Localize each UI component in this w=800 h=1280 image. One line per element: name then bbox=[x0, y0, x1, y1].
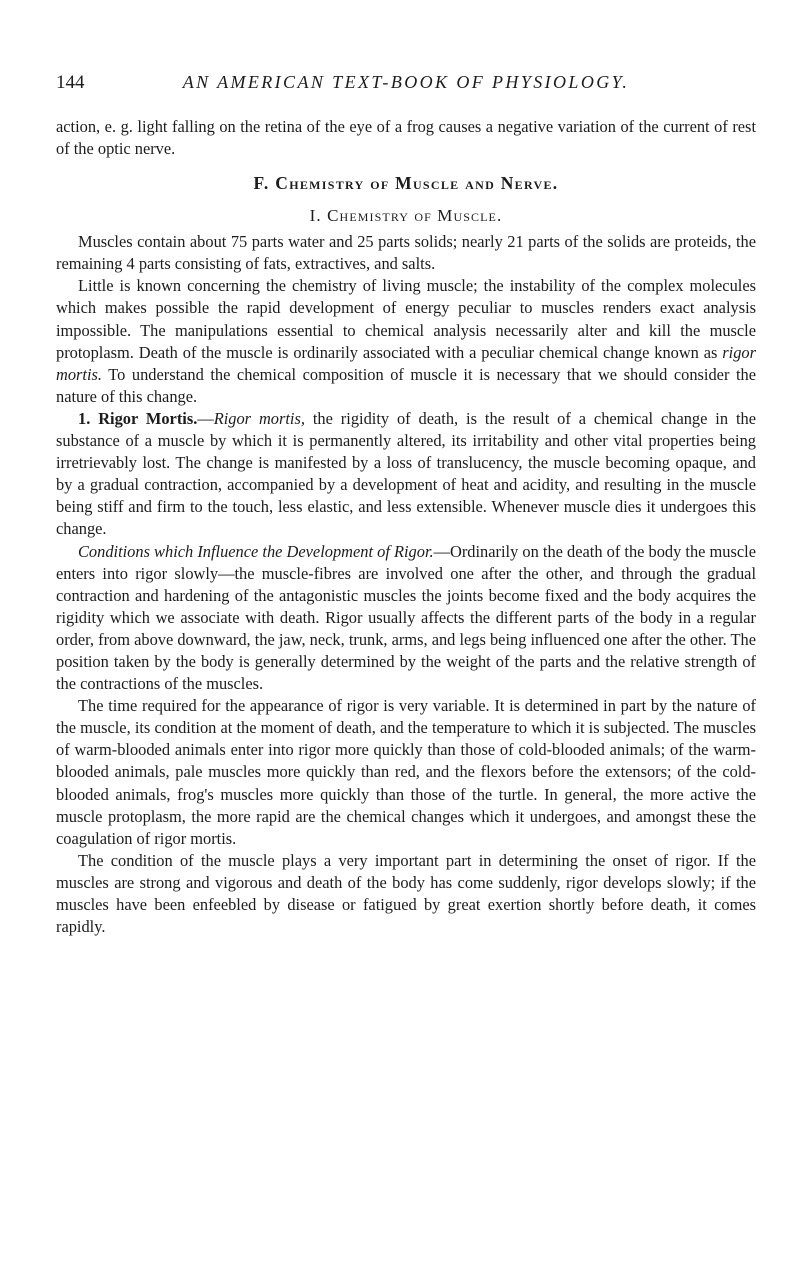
paragraph-muscle-condition: The condition of the muscle plays a very important part in determining the onset of rigor. If the muscles are strong and vigorous and death of the body has come suddenly, rigor develops slowly; if the muscles have been enfeebled by disease or fatigued by great exertion shortly before death, it comes rapidly. bbox=[56, 850, 756, 937]
page-number: 144 bbox=[56, 72, 85, 93]
em-dash: — bbox=[197, 408, 214, 428]
paragraph-heading: Conditions which Influence the Development of Rigor. bbox=[78, 541, 434, 561]
italic-term: rigor mortis. bbox=[56, 342, 756, 384]
running-title: AN AMERICAN TEXT-BOOK OF PHYSIOLOGY. bbox=[182, 72, 630, 92]
paragraph-text: Little is known concerning the chemistry of living muscle; the instability of the complex molecules which makes possible the rapid development of energy peculiar to muscles renders exact analysis impossible. The manipulations essential to chemical analysis necessarily alter and kill the muscle protoplasm. Death of the muscle is ordinarily associated with a peculiar chemical change known as bbox=[56, 276, 756, 362]
italic-term: Rigor mortis, bbox=[213, 408, 305, 428]
subsection-heading: I. Chemistry of Muscle. bbox=[309, 206, 503, 226]
paragraph-time-required: The time required for the appearance of rigor is very variable. It is determined in part by the nature of the muscle, its condition at the moment of death, and the temperature to which it is subjected. The muscles of warm-blooded animals enter into rigor more quickly than those of cold-blooded animals; of the warm-blooded animals, pale muscles more quickly than red, and the flexors before the extensors; of the cold-blooded animals, frog's muscles more quickly than those of the turtle. In general, the more active the muscle protoplasm, the more rapid are the chemical changes which it undergoes, and amongst these the coagulation of rigor mortis. bbox=[56, 696, 756, 848]
paragraph-conditions bbox=[56, 541, 756, 696]
paragraph-heading: 1. Rigor Mortis. bbox=[78, 408, 198, 428]
running-head bbox=[56, 72, 756, 102]
paragraph-composition: Muscles contain about 75 parts water and 25 parts solids; nearly 21 parts of the solids are proteids, the remaining 4 parts consisting of fats, extractives, and salts. bbox=[56, 232, 756, 274]
paragraph-text: To understand the chemical composition of muscle it is necessary that we should consider the nature of this change. bbox=[56, 364, 756, 406]
book-page bbox=[56, 72, 756, 938]
paragraph-chemistry-living-muscle bbox=[56, 275, 756, 408]
paragraph-text: —Ordinarily on the death of the body the muscle enters into rigor slowly—the muscle-fibres are involved one after the other, and through the gradual contraction and hardening of the antagonistic muscles the joints become fixed and the body acquires the rigidity which we associate with death. Rigor usually affects the different parts of the body in a regular order, from above downward, the jaw, neck, trunk, arms, and legs being influenced one after the other. The position taken by the body is generally determined by the weight of the parts and the relative strength of the contractions of the muscles. bbox=[56, 541, 756, 694]
paragraph-rigor-mortis bbox=[56, 408, 756, 541]
section-heading: F. Chemistry of Muscle and Nerve. bbox=[253, 173, 559, 194]
paragraph-text: the rigidity of death, is the result of a chemical change in the substance of a muscle by which it is permanently altered, its irritability and other vital properties being irretrievably lost. The change is manifested by a loss of translucency, the muscle becoming opaque, and by a gradual contraction, accompanied by a development of heat and acidity, and resulting in the muscle being stiff and firm to the touch, less elastic, and less extensible. Whenever muscle dies it undergoes this change. bbox=[56, 408, 756, 539]
paragraph-continuation: action, e. g. light falling on the retina of the eye of a frog causes a negative variation of the current of rest of the optic nerve. bbox=[56, 117, 756, 159]
